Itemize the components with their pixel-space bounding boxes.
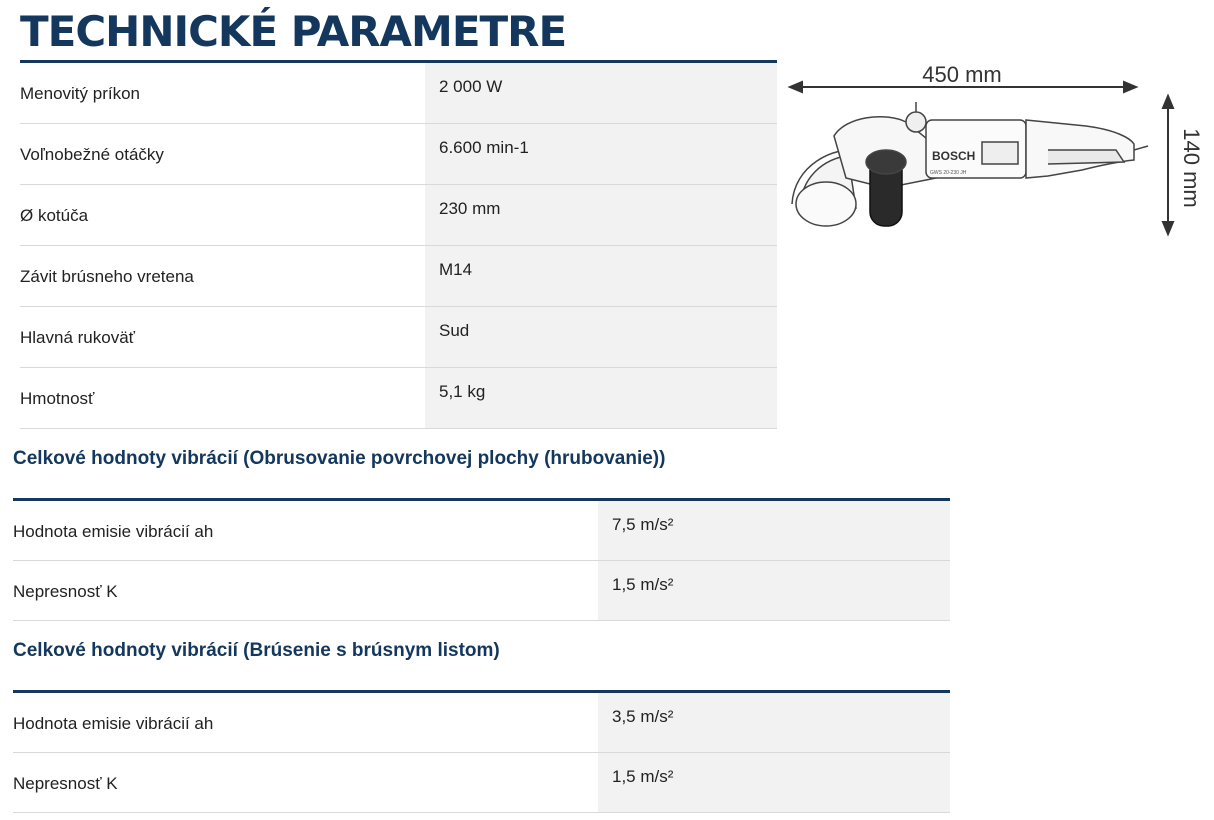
spec-label: Voľnobežné otáčky bbox=[20, 145, 164, 164]
spec-label: Hlavná rukoväť bbox=[20, 328, 136, 347]
spec-table bbox=[20, 60, 777, 429]
product-dimension-figure bbox=[786, 58, 1204, 250]
table-row bbox=[20, 246, 777, 307]
table-row bbox=[13, 753, 950, 813]
vibration-table-sanding bbox=[13, 690, 950, 813]
width-dimension-label: 450 mm bbox=[922, 62, 1002, 87]
model-text: GWS 20-230 JH bbox=[930, 170, 967, 176]
table-row bbox=[20, 185, 777, 246]
vibration-value: 7,5 m/s² bbox=[598, 501, 950, 560]
vibration-value: 3,5 m/s² bbox=[598, 693, 950, 752]
spec-label: Hmotnosť bbox=[20, 389, 95, 408]
spec-label: Závit brúsneho vretena bbox=[20, 267, 194, 286]
vibration-label: Nepresnosť K bbox=[13, 581, 118, 601]
angle-grinder-illustration bbox=[792, 102, 1148, 226]
spec-label: Menovitý príkon bbox=[20, 84, 140, 103]
table-row bbox=[13, 561, 950, 621]
spec-value: 6.600 min-1 bbox=[425, 124, 777, 184]
spec-label: Ø kotúča bbox=[20, 206, 89, 225]
table-row bbox=[20, 63, 777, 124]
table-row bbox=[13, 501, 950, 561]
height-dimension-arrow bbox=[1163, 96, 1173, 234]
vibration-label: Hodnota emisie vibrácií ah bbox=[13, 713, 214, 733]
height-dimension-label: 140 mm bbox=[1179, 128, 1204, 208]
page-title: TECHNICKÉ PARAMETRE bbox=[20, 7, 567, 56]
vibration-table-roughing bbox=[13, 498, 950, 621]
table-row bbox=[13, 693, 950, 753]
vibration-value: 1,5 m/s² bbox=[598, 561, 950, 620]
table-row bbox=[20, 368, 777, 429]
spec-value: 5,1 kg bbox=[425, 368, 777, 428]
brand-logo-text: BOSCH bbox=[932, 149, 976, 163]
vibration-section-heading-sanding: Celkové hodnoty vibrácií (Brúsenie s brúsnym listom) bbox=[13, 640, 500, 661]
spec-value: M14 bbox=[425, 246, 777, 306]
spec-value: 230 mm bbox=[425, 185, 777, 245]
table-row bbox=[20, 124, 777, 185]
table-row bbox=[20, 307, 777, 368]
vibration-label: Nepresnosť K bbox=[13, 773, 118, 793]
spec-value: 2 000 W bbox=[425, 63, 777, 123]
vibration-section-heading-roughing: Celkové hodnoty vibrácií (Obrusovanie povrchovej plochy (hrubovanie)) bbox=[13, 448, 666, 469]
vibration-value: 1,5 m/s² bbox=[598, 753, 950, 812]
spec-value: Sud bbox=[425, 307, 777, 367]
vibration-label: Hodnota emisie vibrácií ah bbox=[13, 521, 214, 541]
